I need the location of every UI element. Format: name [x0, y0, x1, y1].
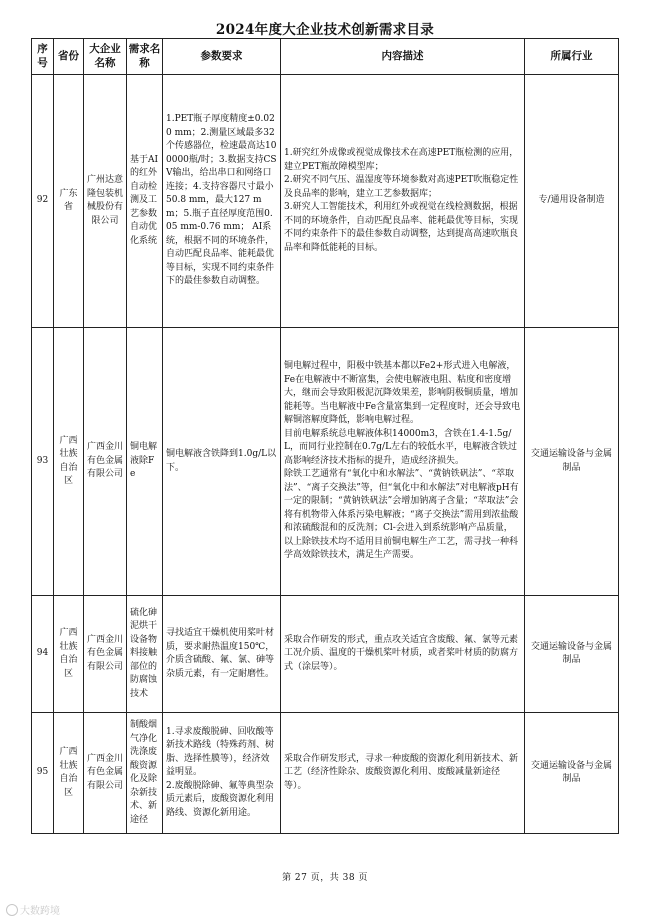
table-header-row — [32, 39, 619, 75]
header-company: 大企业名称 — [84, 39, 127, 75]
cell-industry: 交通运输设备与金属制品 — [525, 328, 619, 596]
cell-params: 1.PET瓶子厚度精度±0.020 mm；2.测量区域最多32个传感器位，检速最高达100000瓶/时；3.数据支持CSV输出，给出串口和网络口连接；4.支持容器尺寸最小50.8 mm，最大127 mm；5.瓶子直径厚度范围0.05 mm-0.76 mm； AI系统，根据不同的环境条件，自动匹配良品率、能耗最优等目标，实现不同约束条件下的最佳参数自动调整。 — [163, 75, 281, 328]
cell-demand: 基于AI的红外自动检测及工艺参数自动优化系统 — [127, 75, 163, 328]
cell-content: 采取合作研发的形式，重点攻关适宜含废酸、氟、氯等元素工况介质、温度的干燥机桨叶材质，或者桨叶材质的防腐方式（涂层等）。 — [281, 596, 525, 713]
table-row — [32, 713, 619, 834]
cell-industry: 交通运输设备与金属制品 — [525, 596, 619, 713]
cell-company: 广州达意隆包装机械股份有限公司 — [84, 75, 127, 328]
cell-seq: 92 — [32, 75, 54, 328]
watermark — [6, 902, 60, 917]
cell-province: 广西壮族自治区 — [54, 328, 84, 596]
watermark-logo-icon — [6, 904, 18, 916]
cell-company: 广西金川有色金属有限公司 — [84, 328, 127, 596]
cell-params: 寻找适宜干燥机使用桨叶材质，要求耐热温度150℃，介质含硫酸、氟、氯、砷等杂质元素，有一定耐磨性。 — [163, 596, 281, 713]
cell-province: 广西壮族自治区 — [54, 596, 84, 713]
cell-demand: 制酸烟气净化洗涤废酸资源化及除杂新技术、新途径 — [127, 713, 163, 834]
table-row — [32, 596, 619, 713]
page-title: 2024年度大企业技术创新需求目录 — [215, 22, 435, 38]
header-params: 参数要求 — [163, 39, 281, 75]
page-footer: 第 27 页，共 38 页 — [282, 873, 368, 883]
demand-table — [31, 38, 619, 834]
cell-company: 广西金川有色金属有限公司 — [84, 596, 127, 713]
cell-content: 采取合作研发形式，寻求一种废酸的资源化利用新技术、新工艺（经济性除杂、废酸资源化利用、废酸减量新途径等）。 — [281, 713, 525, 834]
header-content: 内容描述 — [281, 39, 525, 75]
cell-province: 广东省 — [54, 75, 84, 328]
header-province: 省份 — [54, 39, 84, 75]
cell-seq: 95 — [32, 713, 54, 834]
cell-company: 广西金川有色金属有限公司 — [84, 713, 127, 834]
header-seq: 序号 — [32, 39, 54, 75]
cell-demand: 硫化砷泥烘干设备物料接触部位的防腐蚀技术 — [127, 596, 163, 713]
cell-province: 广西壮族自治区 — [54, 713, 84, 834]
watermark-text: 大数跨境 — [20, 906, 60, 917]
cell-params: 铜电解液含铁降到1.0g/L以下。 — [163, 328, 281, 596]
cell-content: 铜电解过程中，阳极中铁基本都以Fe2+形式进入电解液，Fe在电解液中不断富集，会使电解液电阻、粘度和密度增大，继而会导致阳极泥沉降效果差，影响阴极铜质量，增加能耗等。当电解液中Fe含量富集到一定程度时，还会导致电解铜溶解度降低，影响电解过程。 目前电解系统总电解液体积14000m3，含铁在1.4-1.5g/L，而同行业控制在0.7g/L左右的较低水平，电解液含铁过高影响经济技术指标的提升，造成经济损失。 除铁工艺通常有“氧化中和水解法”、“黄钠铁矾法”、“萃取法”、“离子交换法”等，但“氧化中和水解法”对电解液pH有一定的限制；“黄钠铁矾法”会增加钠离子含量；“萃取法”会将有机物带入体系污染电解液；“离子交换法”需用到浓盐酸和浓硫酸混和的反洗剂；Cl-会进入到系统影响产品质量，以上除铁技术均不适用目前铜电解生产工艺，需寻找一种科学高效除铁技术，满足生产需要。 — [281, 328, 525, 596]
header-industry: 所属行业 — [525, 39, 619, 75]
cell-seq: 93 — [32, 328, 54, 596]
header-demand: 需求名称 — [127, 39, 163, 75]
cell-demand: 铜电解液除Fe — [127, 328, 163, 596]
cell-content: 1.研究红外成像或视觉成像技术在高速PET瓶检测的应用，建立PET瓶故障模型库； 2.研究不同气压、温湿度等环境参数对高速PET吹瓶稳定性及良品率的影响，建立工艺参数据库； 3.研究人工智能技术，利用红外或视觉在线检测数据，根据不同的环境条件，自动匹配良品率、能耗最优等目标，实现不同约束条件下的最佳参数自动调整，达到提高高速吹瓶良品率和降低能耗的目标。 — [281, 75, 525, 328]
cell-industry: 专/通用设备制造 — [525, 75, 619, 328]
table-row — [32, 75, 619, 328]
cell-industry: 交通运输设备与金属制品 — [525, 713, 619, 834]
table-row — [32, 328, 619, 596]
cell-params: 1.寻求废酸脱砷、回收酸等新技术路线（特殊药剂、树脂、选择性膜等），经济效益明显。 2.废酸脱除砷、氟等典型杂质元素后，废酸资源化利用路线、资源化新用途。 — [163, 713, 281, 834]
cell-seq: 94 — [32, 596, 54, 713]
